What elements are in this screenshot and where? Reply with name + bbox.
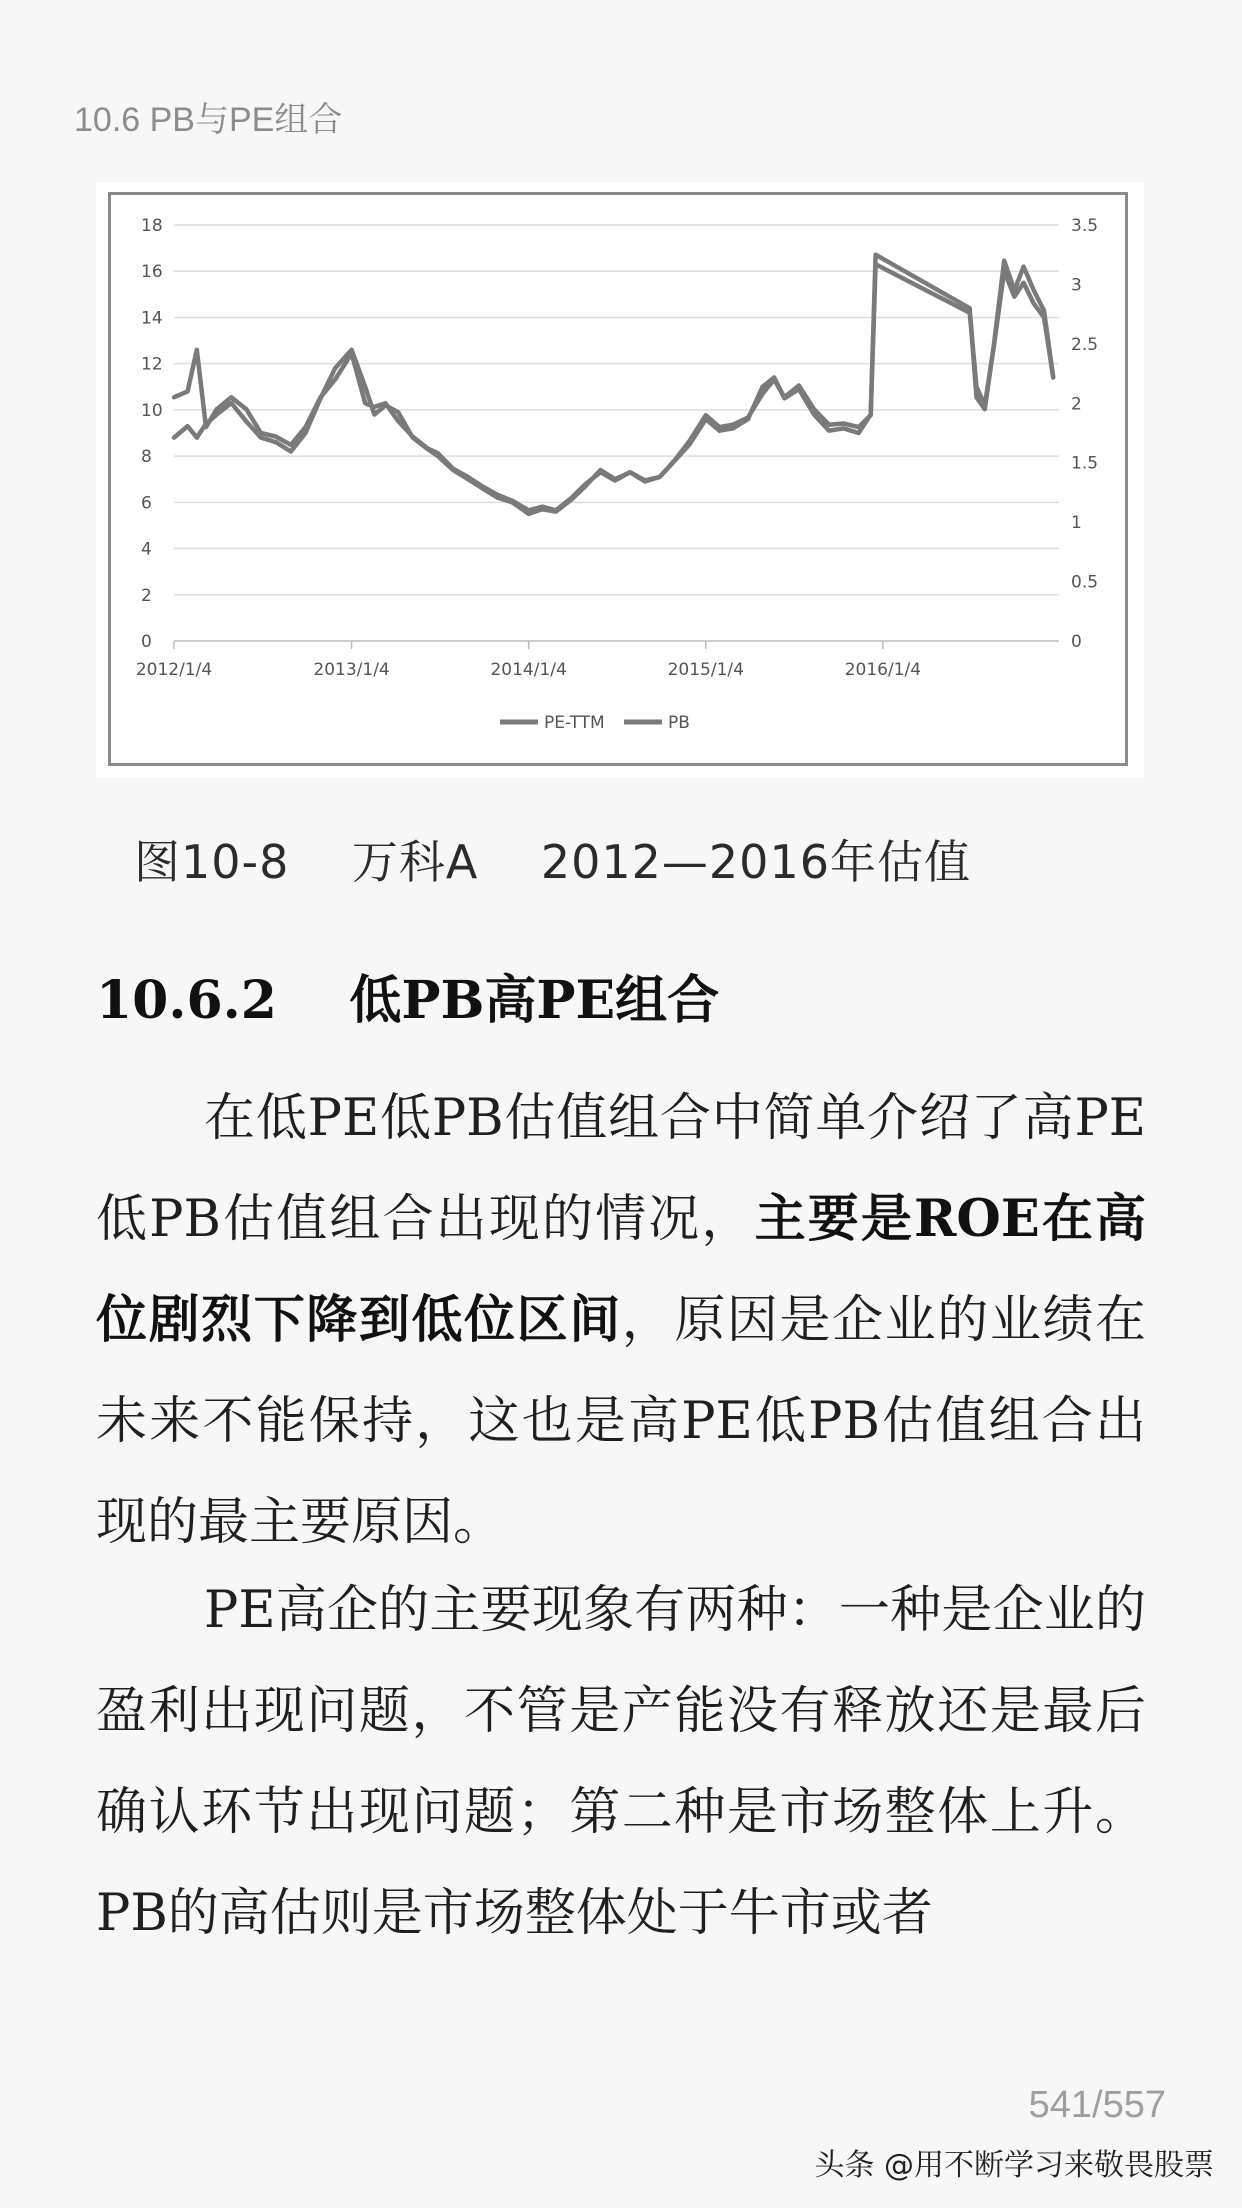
y-left-tick-label: 10 [141, 400, 163, 421]
y-left-tick-label: 12 [141, 354, 163, 375]
section-heading: 10.6.2 低PB高PE组合 [96, 970, 720, 1031]
x-tick-label: 2016/1/4 [844, 660, 922, 680]
chart-box [108, 192, 1128, 766]
y-right-tick-label: 3 [1071, 275, 1082, 296]
y-left-tick-label: 4 [141, 539, 152, 560]
y-right-tick-label: 0.5 [1071, 572, 1099, 593]
page-number: 541/557 [1028, 2084, 1166, 2126]
legend-label: PE-TTM [544, 713, 605, 733]
series-line-0 [174, 264, 1053, 514]
x-tick-label: 2015/1/4 [667, 660, 744, 680]
figure-caption: 图10-8 万科A 2012—2016年估值 [134, 835, 971, 889]
y-right-tick-label: 2.5 [1071, 334, 1099, 355]
legend-label: PB [668, 713, 690, 733]
paragraph-1-text-b: ，原因是企业的业绩在未来不能保持，这也是高PE低PB估值组合出现的最主要原因。 [96, 1291, 1146, 1552]
y-left-tick-label: 16 [141, 262, 163, 283]
y-right-tick-label: 2 [1071, 394, 1082, 415]
x-tick-label: 2013/1/4 [313, 660, 390, 680]
y-left-tick-label: 0 [141, 632, 152, 652]
y-left-tick-label: 6 [141, 493, 152, 514]
valuation-chart [111, 195, 1125, 763]
x-tick-label: 2014/1/4 [490, 660, 567, 680]
y-right-tick-label: 1 [1071, 513, 1082, 534]
y-right-tick-label: 1.5 [1071, 453, 1099, 474]
y-left-tick-label: 2 [141, 585, 152, 606]
watermark: 头条 @用不断学习来敬畏股票 [814, 2148, 1214, 2183]
paragraph-2: PE高企的主要现象有两种：一种是企业的盈利出现问题，不管是产能没有释放还是最后确认环节出现问题；第二种是市场整体上升。PB的高估则是市场整体处于牛市或者 [96, 1581, 1146, 1943]
paragraph-1-bold-text: 主要是ROE在高位剧烈下降到低位区间 [96, 1189, 1147, 1350]
x-tick-label: 2012/1/4 [135, 660, 213, 680]
y-right-tick-label: 0 [1071, 632, 1082, 652]
y-left-tick-label: 8 [141, 447, 152, 468]
series-line-1 [174, 255, 1053, 511]
y-right-tick-label: 3.5 [1071, 216, 1099, 236]
figure-frame [96, 182, 1144, 778]
y-left-tick-label: 14 [141, 308, 163, 329]
y-left-tick-label: 18 [141, 216, 163, 236]
chapter-header: 10.6 PB与PE组合 [74, 101, 343, 139]
paragraph-1-text-a: 在低PE低PB估值组合中简单介绍了高PE低PB估值组合出现的情况， [96, 1089, 1146, 1249]
paragraph-1 [96, 1068, 1146, 1573]
